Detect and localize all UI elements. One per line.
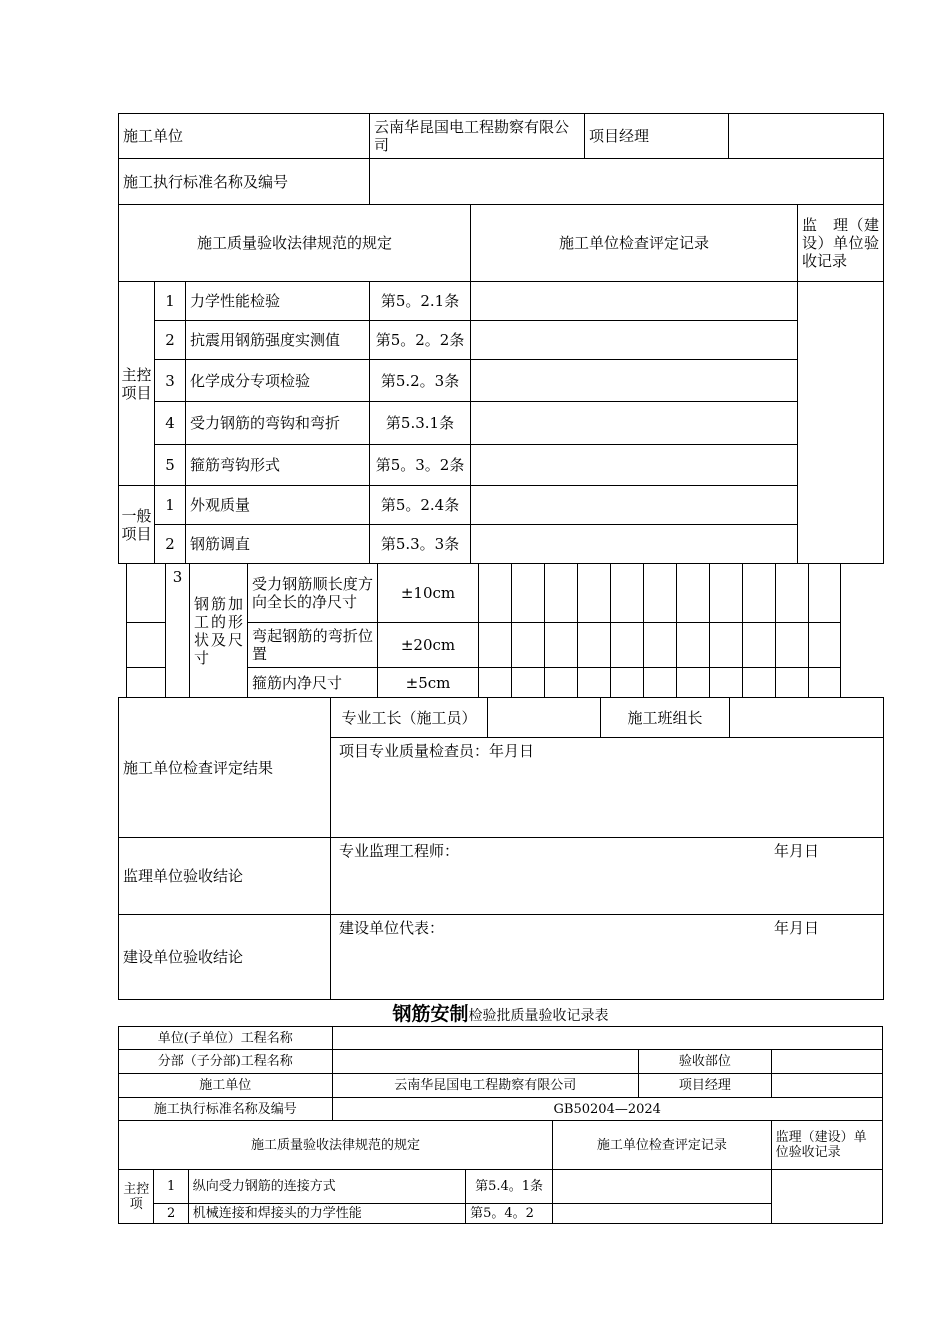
main-item-name: 机械连接和焊接头的力学性能 — [188, 1204, 465, 1224]
subproject-name-value[interactable] — [332, 1050, 639, 1074]
measure-cell[interactable] — [677, 564, 710, 623]
team-leader-label: 施工班组长 — [601, 698, 730, 738]
main-item-name: 箍筋弯钩形式 — [186, 445, 370, 486]
main-control-group: 主控项目 — [119, 282, 155, 486]
unit-value[interactable]: 云南华昆国电工程勘察有限公司 — [332, 1074, 639, 1098]
owner-date: 年月日 — [773, 919, 819, 937]
main-control-group: 主控项 — [119, 1170, 154, 1224]
measure-cell[interactable] — [479, 623, 512, 668]
main-item-record[interactable] — [471, 321, 798, 360]
foreman-value[interactable] — [488, 698, 601, 738]
measure-cell[interactable] — [545, 668, 578, 698]
standard-label: 施工执行标准名称及编号 — [119, 1098, 333, 1121]
measure-cell[interactable] — [512, 668, 545, 698]
subproject-name-label: 分部（子分部)工程名称 — [119, 1050, 333, 1074]
general-item-record[interactable] — [471, 486, 798, 525]
shape-row-tolerance: ±10cm — [378, 564, 479, 623]
measure-cell[interactable] — [578, 668, 611, 698]
project-name-label: 单位(子单位）工程名称 — [119, 1027, 333, 1050]
main-item-no: 4 — [155, 402, 186, 445]
measure-cell[interactable] — [743, 668, 776, 698]
blank-cell — [127, 623, 166, 668]
shape-row-tolerance: ±5cm — [378, 668, 479, 698]
form-title — [118, 1002, 883, 1026]
manager-label: 项目经理 — [639, 1074, 772, 1098]
measure-cell[interactable] — [776, 668, 809, 698]
main-item-record[interactable] — [553, 1204, 772, 1224]
measure-cell[interactable] — [611, 668, 644, 698]
general-group: 一般项目 — [119, 486, 155, 564]
measure-cell[interactable] — [809, 564, 841, 623]
main-item-record[interactable] — [471, 402, 798, 445]
measure-cell[interactable] — [644, 623, 677, 668]
main-item-record[interactable] — [471, 360, 798, 402]
unit-value[interactable]: 云南华昆国电工程勘察有限公司 — [370, 114, 585, 159]
main-item-no: 5 — [155, 445, 186, 486]
measure-cell[interactable] — [545, 564, 578, 623]
main-item-clause: 第5.3.1条 — [370, 402, 471, 445]
measure-cell[interactable] — [578, 623, 611, 668]
general-item-clause: 第5。2.4条 — [370, 486, 471, 525]
standard-value[interactable] — [370, 159, 884, 205]
manager-label: 项目经理 — [585, 114, 729, 159]
measure-cell[interactable] — [710, 564, 743, 623]
team-leader-value[interactable] — [730, 698, 884, 738]
general-item-no: 1 — [155, 486, 186, 525]
measure-cell[interactable] — [677, 623, 710, 668]
shape-row-name: 受力钢筋顺长度方向全长的净尺寸 — [248, 564, 378, 623]
form-title-rest: 检验批质量验收记录表 — [468, 1008, 609, 1024]
main-item-no: 2 — [154, 1204, 188, 1224]
measure-cell[interactable] — [644, 564, 677, 623]
general-item-name: 外观质量 — [186, 486, 370, 525]
main-item-name: 抗震用钢筋强度实测值 — [186, 321, 370, 360]
measure-cell[interactable] — [479, 668, 512, 698]
measure-cell[interactable] — [809, 668, 841, 698]
measure-cell[interactable] — [677, 668, 710, 698]
general-item-name: 钢筋调直 — [186, 525, 370, 564]
shape-row-name: 弯起钢筋的弯折位置 — [248, 623, 378, 668]
measure-cell[interactable] — [545, 623, 578, 668]
main-item-no: 1 — [154, 1170, 188, 1204]
main-item-no: 3 — [155, 360, 186, 402]
measure-cell[interactable] — [512, 564, 545, 623]
general-item-clause: 第5.3。3条 — [370, 525, 471, 564]
shape-label: 钢筋加工的形状及尺寸 — [190, 564, 248, 698]
supervisor-conclusion-label: 监理单位验收结论 — [119, 838, 331, 915]
shape-row-tolerance: ±20cm — [378, 623, 479, 668]
measure-cell[interactable] — [743, 564, 776, 623]
main-item-name: 受力钢筋的弯钩和弯折 — [186, 402, 370, 445]
form-title-bold: 钢筋安制 — [392, 1003, 469, 1025]
location-label: 验收部位 — [639, 1050, 772, 1074]
measure-cell[interactable] — [776, 623, 809, 668]
main-item-record[interactable] — [471, 282, 798, 321]
main-item-name: 力学性能检验 — [186, 282, 370, 321]
standard-value[interactable]: GB50204—2024 — [332, 1098, 883, 1121]
conclusion-table — [118, 697, 884, 1000]
owner-conclusion-label: 建设单位验收结论 — [119, 915, 331, 1000]
measure-cell[interactable] — [809, 623, 841, 668]
main-item-name: 纵向受力钢筋的连接方式 — [188, 1170, 465, 1204]
header-spec: 施工质量验收法律规范的规定 — [119, 205, 471, 282]
header-spec: 施工质量验收法律规范的规定 — [119, 1121, 553, 1170]
unit-label: 施工单位 — [119, 1074, 333, 1098]
location-value[interactable] — [771, 1050, 882, 1074]
header-record: 施工单位检查评定记录 — [553, 1121, 772, 1170]
main-item-clause: 第5。2.1条 — [370, 282, 471, 321]
header-supervisor: 监理（建设）单位验收记录 — [771, 1121, 882, 1170]
general-item-no: 2 — [155, 525, 186, 564]
inspection-table-upper — [118, 113, 884, 564]
blank-cell — [127, 668, 166, 698]
measure-cell[interactable] — [479, 564, 512, 623]
blank-cell — [127, 564, 166, 623]
owner-rep-label: 建设单位代表： — [339, 919, 445, 937]
owner-signoff[interactable] — [331, 915, 884, 1000]
manager-value[interactable] — [771, 1074, 882, 1098]
measure-cell[interactable] — [611, 623, 644, 668]
unit-label: 施工单位 — [119, 114, 370, 159]
header-record: 施工单位检查评定记录 — [471, 205, 798, 282]
shape-dimension-table — [126, 563, 841, 698]
header-supervisor: 监 理（建设）单位验收记录 — [798, 205, 884, 282]
supervisor-record-cell[interactable] — [771, 1170, 882, 1224]
main-item-no: 2 — [155, 321, 186, 360]
main-item-clause: 第5.2。3条 — [370, 360, 471, 402]
main-item-no: 1 — [155, 282, 186, 321]
main-item-clause: 第5。3。2条 — [370, 445, 471, 486]
shape-item-no: 3 — [166, 564, 190, 698]
main-item-name: 化学成分专项检验 — [186, 360, 370, 402]
supervisor-signoff[interactable] — [331, 838, 884, 915]
main-item-record[interactable] — [553, 1170, 772, 1204]
project-name-value[interactable] — [332, 1027, 883, 1050]
measure-cell[interactable] — [644, 668, 677, 698]
supervisor-record-cell[interactable] — [798, 282, 884, 564]
standard-label: 施工执行标准名称及编号 — [119, 159, 370, 205]
measure-cell[interactable] — [710, 623, 743, 668]
measure-cell[interactable] — [743, 623, 776, 668]
manager-value[interactable] — [729, 114, 884, 159]
measure-cell[interactable] — [512, 623, 545, 668]
main-item-record[interactable] — [471, 445, 798, 486]
measure-cell[interactable] — [578, 564, 611, 623]
foreman-label: 专业工长（施工员） — [331, 698, 488, 738]
measure-cell[interactable] — [710, 668, 743, 698]
general-item-record[interactable] — [471, 525, 798, 564]
check-result-label: 施工单位检查评定结果 — [119, 698, 331, 838]
main-item-clause: 第5.4。1条 — [466, 1170, 553, 1204]
main-item-clause: 第5。4。2 — [466, 1204, 553, 1224]
supervisor-date: 年月日 — [773, 842, 819, 860]
inspection-table-lower — [118, 1026, 883, 1224]
measure-cell[interactable] — [611, 564, 644, 623]
inspector-signoff[interactable]: 项目专业质量检查员：年月日 — [331, 738, 884, 838]
shape-row-name: 箍筋内净尺寸 — [248, 668, 378, 698]
supervisor-engineer-label: 专业监理工程师： — [339, 842, 460, 860]
main-item-clause: 第5。2。2条 — [370, 321, 471, 360]
measure-cell[interactable] — [776, 564, 809, 623]
